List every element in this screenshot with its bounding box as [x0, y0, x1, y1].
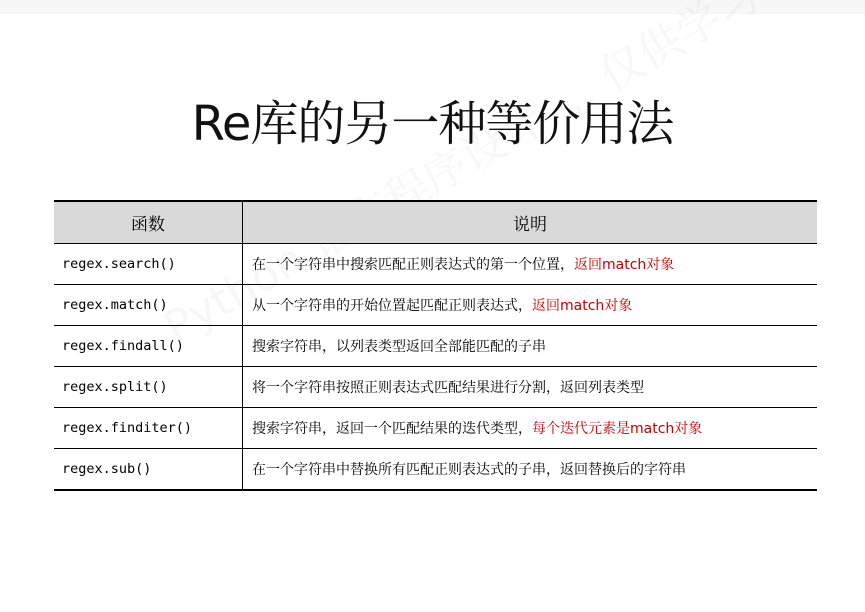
description-highlight: 每个迭代元素是match对象: [532, 421, 703, 437]
table-row: [54, 449, 817, 491]
function-description: [243, 449, 818, 491]
description-text: 将一个字符串按照正则表达式匹配结果进行分割，返回列表类型: [252, 380, 644, 396]
table-row: [54, 244, 817, 285]
description-text: 在一个字符串中搜索匹配正则表达式的第一个位置，: [252, 257, 574, 273]
description-highlight: 返回match对象: [574, 257, 675, 273]
page-title: Re库的另一种等价用法: [191, 96, 674, 152]
function-name: regex.split(): [54, 367, 243, 408]
function-description: [243, 244, 818, 285]
header-description: 说明: [243, 201, 818, 244]
function-name: regex.sub(): [54, 449, 243, 491]
table-row: [54, 326, 817, 367]
description-text: 从一个字符串的开始位置起匹配正则表达式，: [252, 298, 532, 314]
function-description: [243, 367, 818, 408]
function-description: [243, 408, 818, 449]
top-strip: [0, 0, 865, 14]
function-name: regex.findall(): [54, 326, 243, 367]
table-header-row: [54, 201, 817, 244]
function-name: regex.search(): [54, 244, 243, 285]
table-row: [54, 408, 817, 449]
description-highlight: 返回match对象: [532, 298, 633, 314]
table-row: [54, 285, 817, 326]
function-name: regex.finditer(): [54, 408, 243, 449]
description-text: 在一个字符串中替换所有匹配正则表达式的子串，返回替换后的字符串: [252, 462, 686, 478]
function-table: [54, 200, 817, 491]
function-description: [243, 326, 818, 367]
description-text: 搜索字符串，返回一个匹配结果的迭代类型，: [252, 421, 532, 437]
function-name: regex.match(): [54, 285, 243, 326]
header-function: 函数: [54, 201, 243, 244]
function-description: [243, 285, 818, 326]
table-row: [54, 367, 817, 408]
description-text: 搜索字符串，以列表类型返回全部能匹配的子串: [252, 339, 546, 355]
